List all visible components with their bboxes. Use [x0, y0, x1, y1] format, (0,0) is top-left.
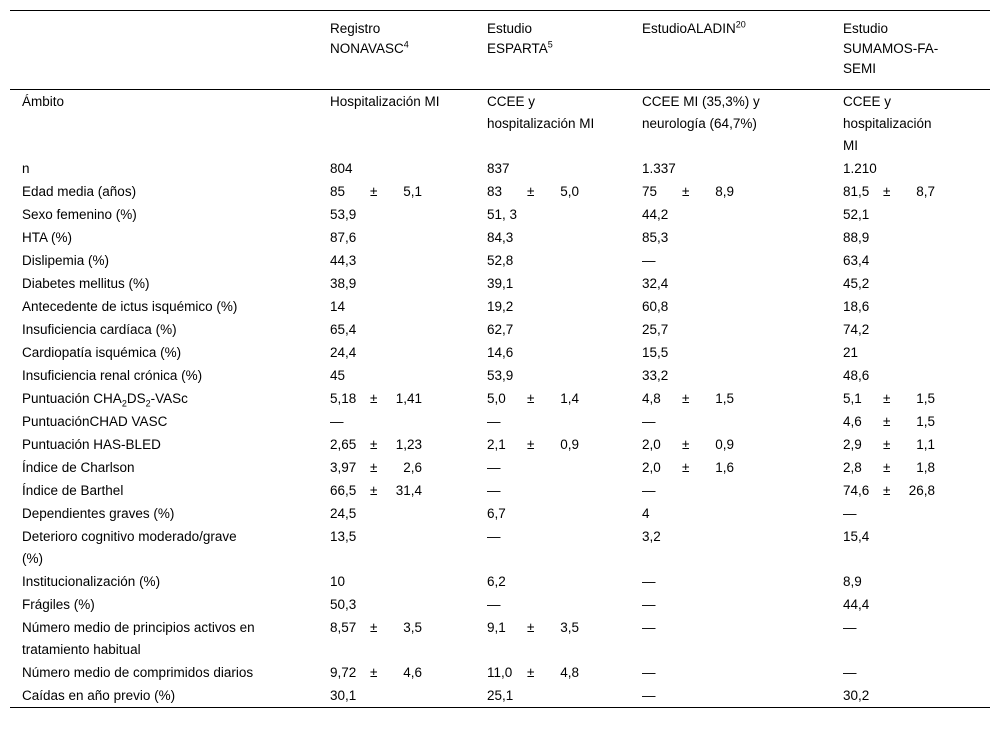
data-cell: —	[487, 528, 501, 544]
data-cell: CCEE MI (35,3%) y neurología (64,7%)	[642, 93, 760, 131]
table-body	[10, 90, 990, 708]
plus-minus-sign: ±	[883, 436, 891, 452]
data-cell: 30,1	[330, 687, 357, 703]
table-row	[10, 433, 990, 456]
column-header	[642, 11, 843, 90]
table-row	[10, 570, 990, 593]
data-cell	[843, 479, 990, 502]
data-cell: 6,7	[487, 505, 506, 521]
plus-minus-sign: ±	[682, 183, 690, 199]
plus-minus-sign: ±	[883, 459, 891, 475]
table-row	[10, 593, 990, 616]
table-header-row	[10, 11, 990, 90]
table-row	[10, 295, 990, 318]
std-deviation: 1,6	[715, 459, 734, 475]
data-cell: 62,7	[487, 321, 514, 337]
column-header-line: Registro	[330, 21, 381, 36]
data-cell: 53,9	[330, 206, 357, 222]
data-cell	[843, 180, 990, 203]
mean-value: 5,18	[330, 390, 357, 406]
data-cell	[330, 616, 487, 661]
subscript: 2	[121, 398, 127, 409]
data-cell	[843, 387, 990, 410]
data-cell: 60,8	[642, 298, 669, 314]
mean-value: 9,1	[487, 619, 506, 635]
data-cell: 4	[642, 505, 650, 521]
data-cell: 837	[487, 160, 510, 176]
table-row	[10, 226, 990, 249]
data-cell: Hospitalización MI	[330, 93, 440, 109]
data-cell: 52,1	[843, 206, 870, 222]
mean-value: 3,97	[330, 459, 357, 475]
table-row	[10, 90, 990, 158]
data-cell: 45	[330, 367, 346, 383]
mean-value: 5,0	[487, 390, 506, 406]
data-cell	[487, 387, 642, 410]
std-deviation: 1,5	[916, 413, 935, 429]
data-cell: 45,2	[843, 275, 870, 291]
data-cell: 10	[330, 573, 346, 589]
subscript: 2	[145, 398, 151, 409]
plus-minus-sign: ±	[370, 619, 378, 635]
table-row	[10, 684, 990, 708]
plus-minus-sign: ±	[370, 390, 378, 406]
table-row	[10, 479, 990, 502]
std-deviation: 0,9	[715, 436, 734, 452]
data-cell: 1.337	[642, 160, 676, 176]
table-row	[10, 180, 990, 203]
std-deviation: 5,0	[560, 183, 579, 199]
data-cell	[487, 180, 642, 203]
mean-value: 83	[487, 183, 503, 199]
data-cell: —	[843, 505, 857, 521]
std-deviation: 31,4	[395, 482, 422, 498]
data-cell	[330, 433, 487, 456]
data-cell: 85,3	[642, 229, 669, 245]
plus-minus-sign: ±	[883, 183, 891, 199]
row-label: Edad media (años)	[22, 183, 137, 199]
plus-minus-sign: ±	[527, 436, 535, 452]
reference-superscript: 20	[735, 19, 746, 30]
data-cell: 24,5	[330, 505, 357, 521]
mean-value: 75	[642, 183, 658, 199]
mean-value: 8,57	[330, 619, 357, 635]
data-cell: —	[843, 664, 857, 680]
row-label: Puntuación HAS-BLED	[22, 436, 161, 452]
plus-minus-sign: ±	[682, 436, 690, 452]
data-cell: 87,6	[330, 229, 357, 245]
row-label: Número medio de comprimidos diarios	[22, 664, 254, 680]
data-cell: 6,2	[487, 573, 506, 589]
data-cell: 50,3	[330, 596, 357, 612]
column-header	[487, 11, 642, 90]
table-row	[10, 203, 990, 226]
std-deviation: 1,5	[916, 390, 935, 406]
std-deviation: 0,9	[560, 436, 579, 452]
data-cell: 14,6	[487, 344, 514, 360]
data-cell: 804	[330, 160, 353, 176]
mean-value: 2,0	[642, 459, 661, 475]
column-header-line: SEMI	[843, 61, 877, 76]
corner-cell	[10, 11, 330, 90]
row-label: Diabetes mellitus (%)	[22, 275, 150, 291]
data-cell: 14	[330, 298, 346, 314]
std-deviation: 1,5	[715, 390, 734, 406]
table-row	[10, 410, 990, 433]
plus-minus-sign: ±	[370, 183, 378, 199]
data-cell: 44,2	[642, 206, 669, 222]
plus-minus-sign: ±	[527, 619, 535, 635]
plus-minus-sign: ±	[527, 664, 535, 680]
data-cell: 53,9	[487, 367, 514, 383]
column-header-line: SUMAMOS-FA-	[843, 41, 939, 56]
plus-minus-sign: ±	[682, 459, 690, 475]
table-row	[10, 157, 990, 180]
row-label: Cardiopatía isquémica (%)	[22, 344, 182, 360]
std-deviation: 1,4	[560, 390, 579, 406]
mean-value: 2,65	[330, 436, 357, 452]
data-cell: 52,8	[487, 252, 514, 268]
std-deviation: 8,7	[916, 183, 935, 199]
table-row	[10, 249, 990, 272]
data-cell	[487, 616, 642, 661]
std-deviation: 3,5	[560, 619, 579, 635]
plus-minus-sign: ±	[883, 390, 891, 406]
mean-value: 2,1	[487, 436, 506, 452]
data-cell: —	[642, 596, 656, 612]
data-cell: 18,6	[843, 298, 870, 314]
column-header-line: NONAVASC$^4$	[330, 39, 409, 56]
mean-value: 2,8	[843, 459, 862, 475]
data-cell	[843, 433, 990, 456]
table-row	[10, 387, 990, 410]
data-cell: 13,5	[330, 528, 357, 544]
data-cell: CCEE y hospitalización MI	[843, 93, 932, 153]
row-label: Deterioro cognitivo moderado/grave (%)	[22, 528, 237, 566]
column-header-line: ESPARTA$^5$	[487, 39, 553, 56]
std-deviation: 1,8	[916, 459, 935, 475]
data-cell: 15,5	[642, 344, 669, 360]
data-cell	[330, 387, 487, 410]
table-row	[10, 341, 990, 364]
plus-minus-sign: ±	[883, 482, 891, 498]
plus-minus-sign: ±	[370, 482, 378, 498]
data-cell	[843, 456, 990, 479]
data-cell: —	[487, 596, 501, 612]
row-label: Insuficiencia renal crónica (%)	[22, 367, 203, 383]
data-cell: —	[642, 619, 656, 635]
mean-value: 4,8	[642, 390, 661, 406]
data-cell: 19,2	[487, 298, 514, 314]
data-cell	[330, 661, 487, 684]
row-label: Índice de Charlson	[22, 459, 135, 475]
table-row	[10, 318, 990, 341]
data-cell: 65,4	[330, 321, 357, 337]
column-header-line: Estudio	[843, 21, 889, 36]
table-row	[10, 272, 990, 295]
std-deviation: 1,1	[916, 436, 935, 452]
data-cell: 33,2	[642, 367, 669, 383]
std-deviation: 8,9	[715, 183, 734, 199]
row-label: n	[22, 160, 30, 176]
row-label: Antecedente de ictus isquémico (%)	[22, 298, 238, 314]
study-comparison-table	[10, 10, 990, 708]
data-cell: —	[642, 573, 656, 589]
plus-minus-sign: ±	[883, 413, 891, 429]
mean-value: 85	[330, 183, 346, 199]
std-deviation: 4,6	[403, 664, 422, 680]
std-deviation: 4,8	[560, 664, 579, 680]
reference-superscript: 5	[547, 39, 553, 50]
data-cell	[487, 661, 642, 684]
row-label: Sexo femenino (%)	[22, 206, 137, 222]
data-cell: 51, 3	[487, 206, 518, 222]
data-cell	[642, 387, 843, 410]
data-cell: —	[330, 413, 344, 429]
table-row	[10, 525, 990, 570]
data-cell: —	[642, 482, 656, 498]
std-deviation: 1,41	[395, 390, 422, 406]
mean-value: 2,9	[843, 436, 862, 452]
data-cell: —	[642, 413, 656, 429]
data-cell: 3,2	[642, 528, 661, 544]
data-cell: 88,9	[843, 229, 870, 245]
row-label: PuntuaciónCHAD VASC	[22, 413, 168, 429]
data-cell: 8,9	[843, 573, 862, 589]
row-label: Insuficiencia cardíaca (%)	[22, 321, 177, 337]
data-cell: —	[487, 482, 501, 498]
table-row	[10, 661, 990, 684]
data-cell	[330, 456, 487, 479]
table-row	[10, 616, 990, 661]
column-header-line: EstudioALADIN$^{20}$	[642, 19, 746, 36]
data-cell: 15,4	[843, 528, 870, 544]
plus-minus-sign: ±	[527, 183, 535, 199]
data-cell: 48,6	[843, 367, 870, 383]
row-label: Puntuación $CHA_2DS_2$-VASc	[22, 390, 188, 409]
mean-value: 66,5	[330, 482, 357, 498]
mean-value: 11,0	[487, 664, 513, 680]
data-cell: 32,4	[642, 275, 669, 291]
plus-minus-sign: ±	[370, 436, 378, 452]
row-label: Número medio de principios activos en tratamiento habitual	[22, 619, 255, 657]
data-cell	[487, 433, 642, 456]
data-cell: 24,4	[330, 344, 357, 360]
column-header	[330, 11, 487, 90]
data-cell: —	[487, 413, 501, 429]
mean-value: 74,6	[843, 482, 870, 498]
std-deviation: 3,5	[403, 619, 422, 635]
data-cell: 30,2	[843, 687, 870, 703]
column-header-line: Estudio	[487, 21, 533, 36]
mean-value: 9,72	[330, 664, 357, 680]
data-cell: 84,3	[487, 229, 514, 245]
data-cell: —	[642, 687, 656, 703]
row-label: Dislipemia (%)	[22, 252, 110, 268]
data-cell: —	[843, 619, 857, 635]
data-cell: 44,3	[330, 252, 357, 268]
data-cell: 25,7	[642, 321, 669, 337]
std-deviation: 2,6	[403, 459, 422, 475]
data-cell: 39,1	[487, 275, 514, 291]
row-label: Dependientes graves (%)	[22, 505, 175, 521]
mean-value: 5,1	[843, 390, 862, 406]
mean-value: 4,6	[843, 413, 862, 429]
std-deviation: 1,23	[395, 436, 422, 452]
plus-minus-sign: ±	[527, 390, 535, 406]
data-cell	[642, 180, 843, 203]
data-cell: 21	[843, 344, 859, 360]
table-row	[10, 502, 990, 525]
data-cell: 74,2	[843, 321, 870, 337]
mean-value: 81,5	[843, 183, 870, 199]
data-cell: 1.210	[843, 160, 877, 176]
row-label: Índice de Barthel	[22, 482, 124, 498]
data-cell: CCEE y hospitalización MI	[487, 93, 595, 131]
row-label: Caídas en año previo (%)	[22, 687, 176, 703]
data-cell: 25,1	[487, 687, 514, 703]
mean-value: 2,0	[642, 436, 661, 452]
data-cell	[642, 456, 843, 479]
data-cell	[642, 433, 843, 456]
column-header	[843, 11, 990, 90]
reference-superscript: 4	[403, 39, 409, 50]
std-deviation: 26,8	[908, 482, 935, 498]
data-cell: —	[642, 252, 656, 268]
plus-minus-sign: ±	[682, 390, 690, 406]
data-cell: 38,9	[330, 275, 357, 291]
data-cell	[330, 180, 487, 203]
plus-minus-sign: ±	[370, 664, 378, 680]
table-row	[10, 364, 990, 387]
row-label: Ámbito	[22, 93, 65, 109]
row-label: HTA (%)	[22, 229, 72, 245]
row-label: Frágiles (%)	[22, 596, 95, 612]
data-cell: —	[642, 664, 656, 680]
data-cell	[843, 410, 990, 433]
std-deviation: 5,1	[403, 183, 422, 199]
data-cell: 63,4	[843, 252, 870, 268]
table-row	[10, 456, 990, 479]
data-cell	[330, 479, 487, 502]
plus-minus-sign: ±	[370, 459, 378, 475]
row-label: Institucionalización (%)	[22, 573, 161, 589]
data-cell: —	[487, 459, 501, 475]
data-cell: 44,4	[843, 596, 870, 612]
